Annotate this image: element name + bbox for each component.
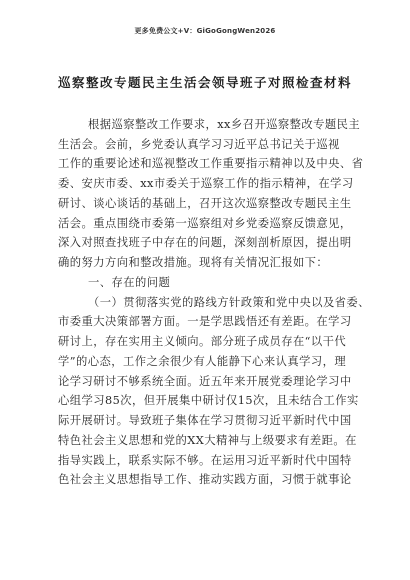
section-heading: 一、存在的问题	[88, 276, 171, 289]
body-line: 色社会主义思想指导工作、推动实践方面，习惯于就事论	[58, 473, 352, 486]
body-line: 根据巡察整改工作要求，xx乡召开巡察整改专题民主	[88, 118, 361, 131]
body-line: 论学习研讨不够系统全面。近五年来开展党委理论学习中	[58, 375, 352, 388]
body-line: 活会。重点围绕市委第一巡察组对乡党委巡察反馈意见，	[58, 217, 352, 230]
body-line: 研讨上，存在实用主义倾向。部分班子成员存在“以干代	[58, 335, 347, 348]
body-line: （一）贯彻落实党的路线方针政策和党中央以及省委、	[88, 296, 370, 309]
body-line: 研讨、谈心谈话的基础上，召开这次巡察整改专题民主生	[58, 197, 352, 210]
body-line: 生活会。会前，乡党委认真学习习近平总书记关于巡视	[58, 138, 340, 151]
body-line: 特色社会主义思想和党的XX大精神与上级要求有差距。在	[58, 434, 357, 447]
body-line: 确的努力方向和整改措施。现将有关情况汇报如下：	[58, 256, 329, 269]
body-line: 工作的重要论述和巡视整改工作重要指示精神以及中央、省	[58, 157, 364, 170]
body-line: 市委重大决策部署方面。一是学思践悟还有差距。在学习	[58, 315, 352, 328]
body-line: 指导实践上，联系实际不够。在运用习近平新时代中国特	[58, 454, 352, 467]
body-line: 际开展研讨。导致班子集体在学习贯彻习近平新时代中国	[58, 414, 352, 427]
header-note: 更多免费公文+V：GiGoGongWen2026	[134, 27, 276, 35]
body-line: 委、安庆市委、xx市委关于巡察工作的指示精神，在学习	[58, 177, 354, 190]
document-title: 巡察整改专题民主生活会领导班子对照检查材料	[57, 75, 352, 90]
body-line: 深入对照查找班子中存在的问题，深刻剖析原因，提出明	[58, 236, 352, 249]
body-line: 学”的心态，工作之余很少有人能静下心来认真学习，理	[58, 355, 347, 368]
body-line: 心组学习85次，但开展集中研讨仅15次，且未结合工作实	[58, 394, 359, 407]
